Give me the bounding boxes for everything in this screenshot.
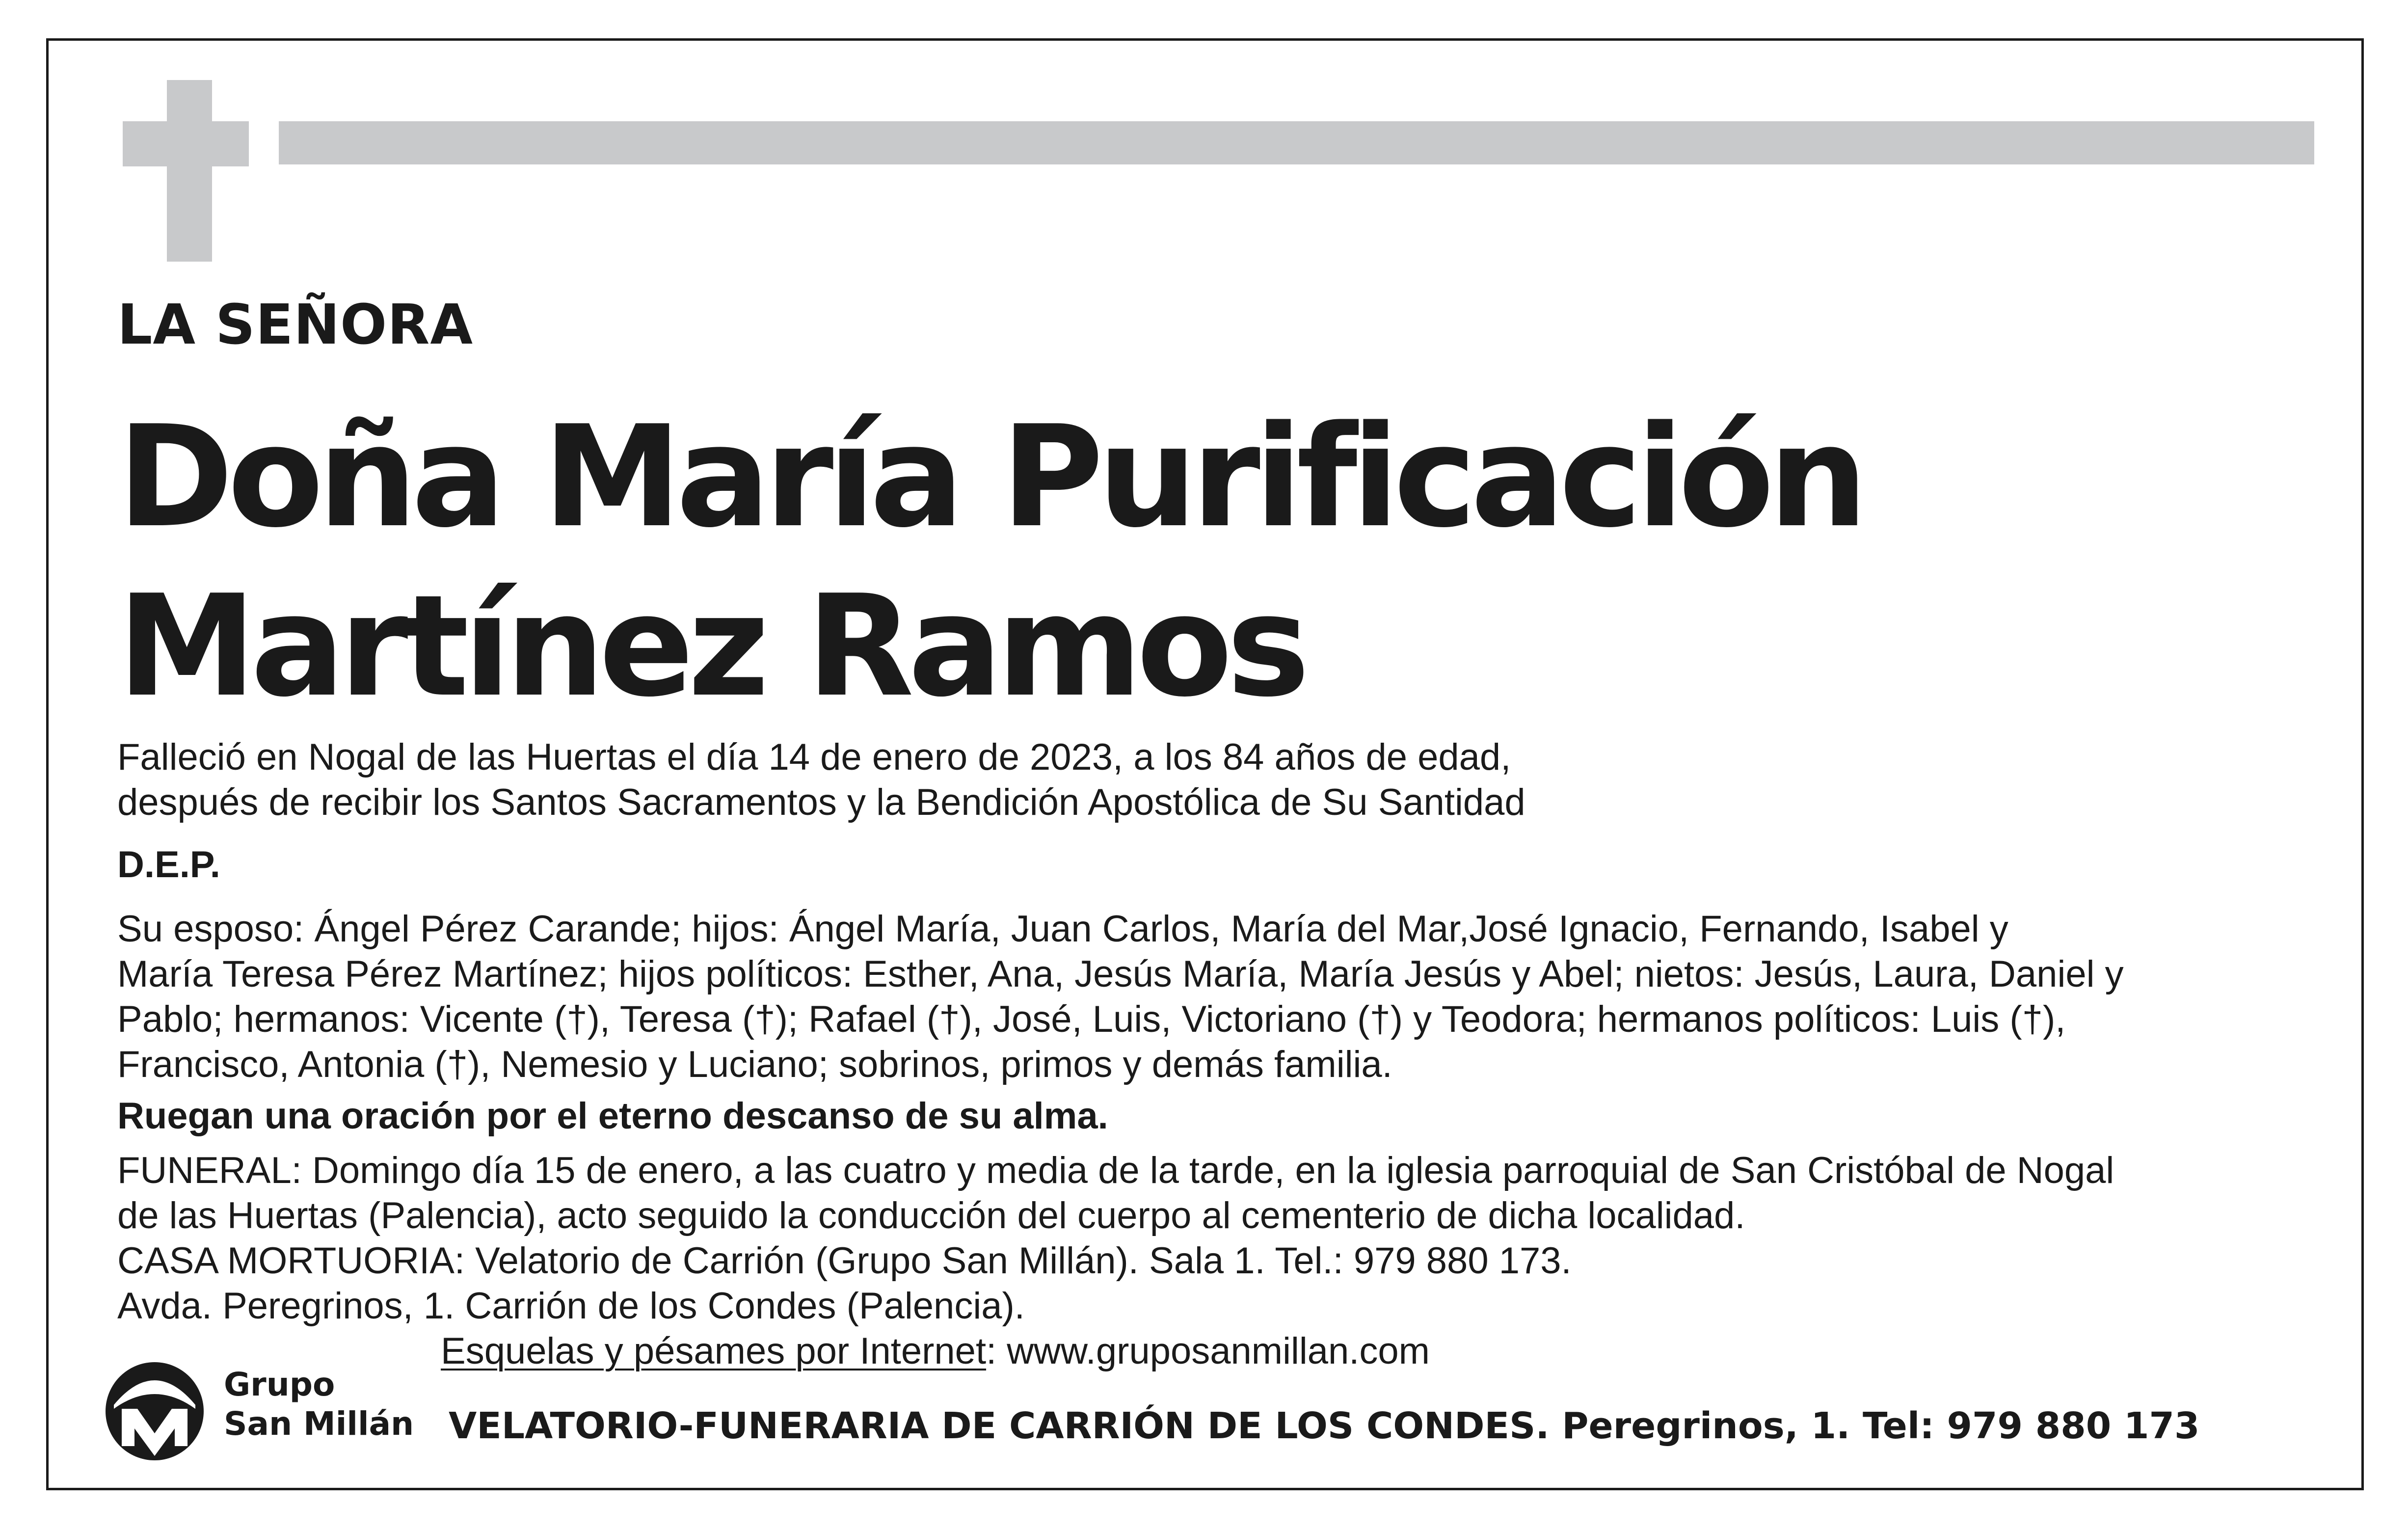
internet-line xyxy=(441,1329,1430,1374)
family-line2: María Teresa Pérez Martínez; hijos políticos: Esther, Ana, Jesús María, María Jesús y Abel; nietos: Jesús, Laura, Daniel y xyxy=(117,953,2124,995)
funeral-line1: FUNERAL: Domingo día 15 de enero, a las cuatro y media de la tarde, en la iglesia parroquial de San Cristóbal de Nogal xyxy=(117,1150,2114,1191)
website-url[interactable]: : www.gruposanmillan.com xyxy=(986,1330,1430,1372)
esquelas-link[interactable]: Esquelas y pésames por Internet xyxy=(441,1330,987,1372)
death-info-line2: después de recibir los Santos Sacramentos y la Bendición Apostólica de Su Santidad xyxy=(117,781,1525,823)
funeral-line2: de las Huertas (Palencia), acto seguido la conducción del cuerpo al cementerio de dicha localidad. xyxy=(117,1195,1745,1236)
prayer-line: Ruegan una oración por el eterno descanso de su alma. xyxy=(117,1095,1108,1137)
casa-mortuoria-line1: CASA MORTUORIA: Velatorio de Carrión (Grupo San Millán). Sala 1. Tel.: 979 880 173. xyxy=(117,1240,1572,1282)
footer-name: VELATORIO-FUNERARIA DE CARRIÓN DE LOS CONDES. xyxy=(449,1405,1550,1447)
cross-icon xyxy=(167,80,212,262)
death-info-line1: Falleció en Nogal de las Huertas el día 14 de enero de 2023, a los 84 años de edad, xyxy=(117,736,1511,778)
deceased-name-line1: Doña María Purificación xyxy=(117,396,1862,559)
footer-funeral-home xyxy=(449,1405,2199,1447)
family-line3: Pablo; hermanos: Vicente (†), Teresa (†); Rafael (†), José, Luis, Victoriano (†) y Teodora; hermanos políticos: Luis (†), xyxy=(117,998,2066,1040)
header-rule xyxy=(279,121,2314,164)
title-prefix: LA SEÑORA xyxy=(117,293,474,357)
cross-icon-arm xyxy=(123,121,249,166)
brand-line1: Grupo xyxy=(224,1366,335,1403)
grupo-san-millan-logo xyxy=(103,1360,206,1463)
footer-address: Peregrinos, 1. Tel: 979 880 173 xyxy=(1549,1405,2200,1447)
dep: D.E.P. xyxy=(117,844,220,886)
family-line1: Su esposo: Ángel Pérez Carande; hijos: Ángel María, Juan Carlos, María del Mar,José Ignacio, Fernando, Isabel y xyxy=(117,908,2008,950)
family-line4: Francisco, Antonia (†), Nemesio y Luciano; sobrinos, primos y demás familia. xyxy=(117,1044,1392,1085)
deceased-name-line2: Martínez Ramos xyxy=(117,565,1304,728)
casa-mortuoria-line2: Avda. Peregrinos, 1. Carrión de los Condes (Palencia). xyxy=(117,1285,1025,1327)
brand-line2: San Millán xyxy=(224,1405,414,1443)
